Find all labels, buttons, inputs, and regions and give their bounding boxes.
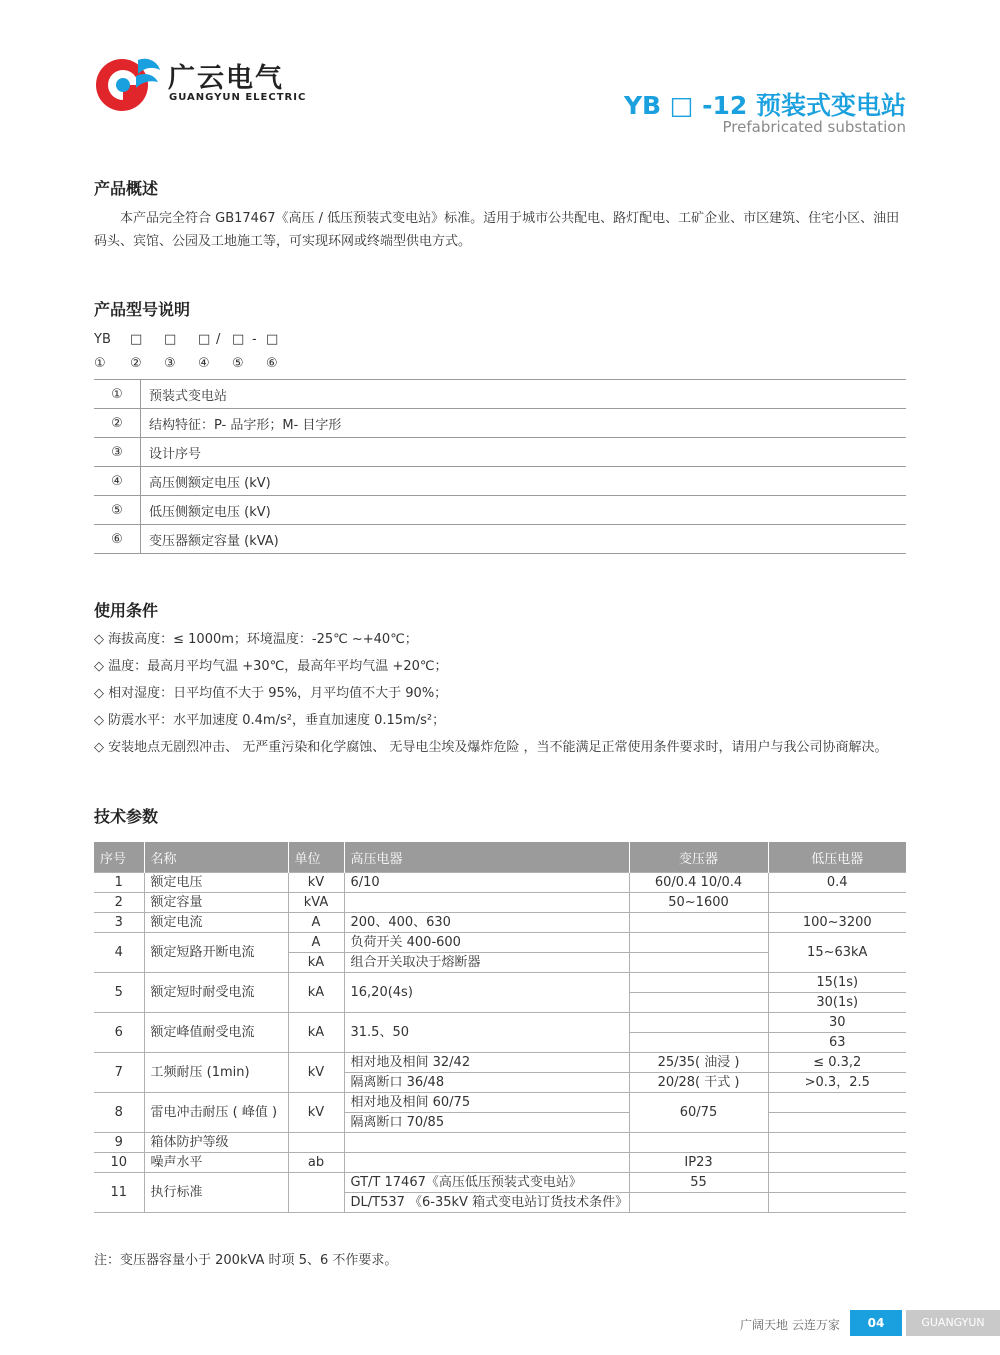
- model-code-part: □: [198, 332, 211, 347]
- conditions-heading: 使用条件: [94, 601, 159, 620]
- model-index: [94, 356, 294, 374]
- cell: kVA: [288, 893, 344, 913]
- row-desc: 设计序号: [141, 438, 907, 467]
- cell: [629, 953, 768, 973]
- row-index: ①: [94, 380, 141, 409]
- cell: 4: [94, 933, 144, 973]
- cell: 6/10: [344, 873, 629, 893]
- footer-slogan: 广阔天地 云连万家: [740, 1318, 840, 1332]
- table-row: [94, 873, 906, 893]
- cell: 25/35( 油浸 ): [629, 1053, 768, 1073]
- cell: [344, 1153, 629, 1173]
- cell: 雷电冲击耐压 ( 峰值 ): [144, 1093, 288, 1133]
- company-logo: [92, 52, 307, 116]
- row-desc: 预装式变电站: [141, 380, 907, 409]
- model-code-part: □: [232, 332, 245, 347]
- cell: [288, 1133, 344, 1153]
- row-desc: 变压器额定容量 (kVA): [141, 525, 907, 554]
- col-header: 序号: [94, 842, 144, 873]
- cell: A: [288, 913, 344, 933]
- document-subtitle: Prefabricated substation: [722, 118, 906, 136]
- model-index-part: ②: [130, 356, 142, 371]
- cell: 60/0.4 10/0.4: [629, 873, 768, 893]
- cell: 200、400、630: [344, 913, 629, 933]
- cell: [768, 1173, 906, 1193]
- model-code-part: □: [266, 332, 279, 347]
- logo-mark-icon: [92, 52, 164, 116]
- table-row: [94, 409, 906, 438]
- row-index: ⑥: [94, 525, 141, 554]
- cell: 额定容量: [144, 893, 288, 913]
- logo-text-cn: 广云电气: [168, 63, 284, 94]
- list-item: ◇ 海拔高度：≤ 1000m；环境温度：-25℃ ~+40℃；: [94, 632, 418, 647]
- cell: [768, 893, 906, 913]
- cell: 额定电流: [144, 913, 288, 933]
- cell: 30: [768, 1013, 906, 1033]
- model-code-part: □: [164, 332, 177, 347]
- cell: [768, 1113, 906, 1133]
- footer-brand: GUANGYUN: [906, 1310, 1000, 1336]
- cell: 15~63kA: [768, 933, 906, 973]
- cell: 噪声水平: [144, 1153, 288, 1173]
- table-row: [94, 1013, 906, 1033]
- cell: [629, 973, 768, 993]
- document-title: YB □ -12 预装式变电站: [623, 91, 906, 120]
- row-desc: 低压侧额定电压 (kV): [141, 496, 907, 525]
- table-row: [94, 438, 906, 467]
- cell: 9: [94, 1133, 144, 1153]
- table-row: [94, 1093, 906, 1113]
- cell: [768, 1193, 906, 1213]
- cell: 5: [94, 973, 144, 1013]
- cell: 2: [94, 893, 144, 913]
- cell: kV: [288, 873, 344, 893]
- cell: kA: [288, 1013, 344, 1053]
- row-index: ⑤: [94, 496, 141, 525]
- cell: [629, 933, 768, 953]
- cell: 相对地及相间 32/42: [344, 1053, 629, 1073]
- cell: 额定短路开断电流: [144, 933, 288, 973]
- cell: 63: [768, 1033, 906, 1053]
- cell: 额定电压: [144, 873, 288, 893]
- cell: 隔离断口 70/85: [344, 1113, 629, 1133]
- row-index: ③: [94, 438, 141, 467]
- cell: kA: [288, 953, 344, 973]
- table-row: [94, 973, 906, 993]
- tech-params-table: [94, 842, 906, 1213]
- cell: DL/T537 《6-35kV 箱式变电站订货技术条件》: [344, 1193, 629, 1213]
- list-item: ◇ 相对湿度：日平均值不大于 95%，月平均值不大于 90%；: [94, 686, 448, 701]
- row-index: ④: [94, 467, 141, 496]
- table-header-row: [94, 842, 906, 873]
- model-index-part: ③: [164, 356, 176, 371]
- table-row: [94, 913, 906, 933]
- cell: [629, 913, 768, 933]
- table-row: [94, 525, 906, 554]
- col-header: 高压电器: [344, 842, 629, 873]
- cell: IP23: [629, 1153, 768, 1173]
- model-code: [94, 332, 294, 350]
- conditions-list: [94, 629, 888, 764]
- overview-text: 本产品完全符合 GB17467《高压 / 低压预装式变电站》标准。适用于城市公共配电、路灯配电、工矿企业、市区建筑、住宅小区、油田码头、宾馆、公园及工地施工等，可实现环网或终端型供电方式。: [94, 211, 900, 249]
- cell: 隔离断口 36/48: [344, 1073, 629, 1093]
- list-item: ◇ 防震水平：水平加速度 0.4m/s²，垂直加速度 0.15m/s²；: [94, 713, 446, 728]
- model-index-part: ⑥: [266, 356, 278, 371]
- cell: 相对地及相间 60/75: [344, 1093, 629, 1113]
- cell: 31.5、50: [344, 1013, 629, 1053]
- cell: 7: [94, 1053, 144, 1093]
- cell: 组合开关取决于熔断器: [344, 953, 629, 973]
- page-number: 04: [850, 1310, 902, 1336]
- cell: 1: [94, 873, 144, 893]
- model-code-part: □: [130, 332, 143, 347]
- cell: 3: [94, 913, 144, 933]
- table-row: [94, 1153, 906, 1173]
- cell: kV: [288, 1093, 344, 1133]
- cell: 额定短时耐受电流: [144, 973, 288, 1013]
- model-index-part: ④: [198, 356, 210, 371]
- cell: 55: [629, 1173, 768, 1193]
- overview-heading: 产品概述: [94, 179, 159, 198]
- row-desc: 结构特征：P- 品字形；M- 目字形: [141, 409, 907, 438]
- cell: 16,20(4s): [344, 973, 629, 1013]
- tech-heading: 技术参数: [94, 807, 159, 826]
- row-desc: 高压侧额定电压 (kV): [141, 467, 907, 496]
- cell: 60/75: [629, 1093, 768, 1133]
- table-row: [94, 380, 906, 409]
- col-header: 变压器: [629, 842, 768, 873]
- model-table: [94, 379, 906, 554]
- cell: [768, 1153, 906, 1173]
- cell: 11: [94, 1173, 144, 1213]
- cell: ≤ 0.3,2: [768, 1053, 906, 1073]
- table-row: [94, 496, 906, 525]
- cell: [288, 1173, 344, 1213]
- cell: 箱体防护等级: [144, 1133, 288, 1153]
- cell: 100~3200: [768, 913, 906, 933]
- col-header: 低压电器: [768, 842, 906, 873]
- cell: [768, 1093, 906, 1113]
- cell: 工频耐压 (1min): [144, 1053, 288, 1093]
- cell: [344, 893, 629, 913]
- table-row: [94, 1173, 906, 1193]
- cell: GT/T 17467《高压低压预装式变电站》: [344, 1173, 629, 1193]
- table-row: [94, 467, 906, 496]
- cell: 额定峰值耐受电流: [144, 1013, 288, 1053]
- cell: 执行标准: [144, 1173, 288, 1213]
- cell: [629, 1013, 768, 1033]
- cell: 20/28( 干式 ): [629, 1073, 768, 1093]
- cell: 50~1600: [629, 893, 768, 913]
- logo-text-en: GUANGYUN ELECTRIC: [169, 92, 307, 103]
- cell: [629, 1033, 768, 1053]
- cell: ab: [288, 1153, 344, 1173]
- table-row: [94, 1133, 906, 1153]
- cell: 0.4: [768, 873, 906, 893]
- cell: 15(1s): [768, 973, 906, 993]
- table-note: 注：变压器容量小于 200kVA 时项 5、6 不作要求。: [94, 1253, 398, 1268]
- cell: [344, 1133, 629, 1153]
- model-heading: 产品型号说明: [94, 300, 191, 319]
- table-row: [94, 933, 906, 953]
- col-header: 单位: [288, 842, 344, 873]
- col-header: 名称: [144, 842, 288, 873]
- cell: [629, 993, 768, 1013]
- table-row: [94, 893, 906, 913]
- list-item: ◇ 安装地点无剧烈冲击、 无严重污染和化学腐蚀、 无导电尘埃及爆炸危险 ，当不能满足正常使用条件要求时，请用户与我公司协商解决。: [94, 740, 888, 755]
- cell: 8: [94, 1093, 144, 1133]
- cell: 30(1s): [768, 993, 906, 1013]
- table-row: [94, 1053, 906, 1073]
- cell: A: [288, 933, 344, 953]
- cell: 10: [94, 1153, 144, 1173]
- cell: [768, 1133, 906, 1153]
- cell: [629, 1193, 768, 1213]
- cell: kV: [288, 1053, 344, 1093]
- cell: kA: [288, 973, 344, 1013]
- model-code-part: YB: [94, 332, 111, 347]
- cell: 负荷开关 400-600: [344, 933, 629, 953]
- row-index: ②: [94, 409, 141, 438]
- model-index-part: ①: [94, 356, 106, 371]
- model-code-part: -: [252, 332, 257, 347]
- model-code-part: /: [216, 332, 221, 347]
- list-item: ◇ 温度：最高月平均气温 +30℃，最高年平均气温 +20℃；: [94, 659, 448, 674]
- cell: 6: [94, 1013, 144, 1053]
- cell: >0.3，2.5: [768, 1073, 906, 1093]
- cell: [629, 1133, 768, 1153]
- model-index-part: ⑤: [232, 356, 244, 371]
